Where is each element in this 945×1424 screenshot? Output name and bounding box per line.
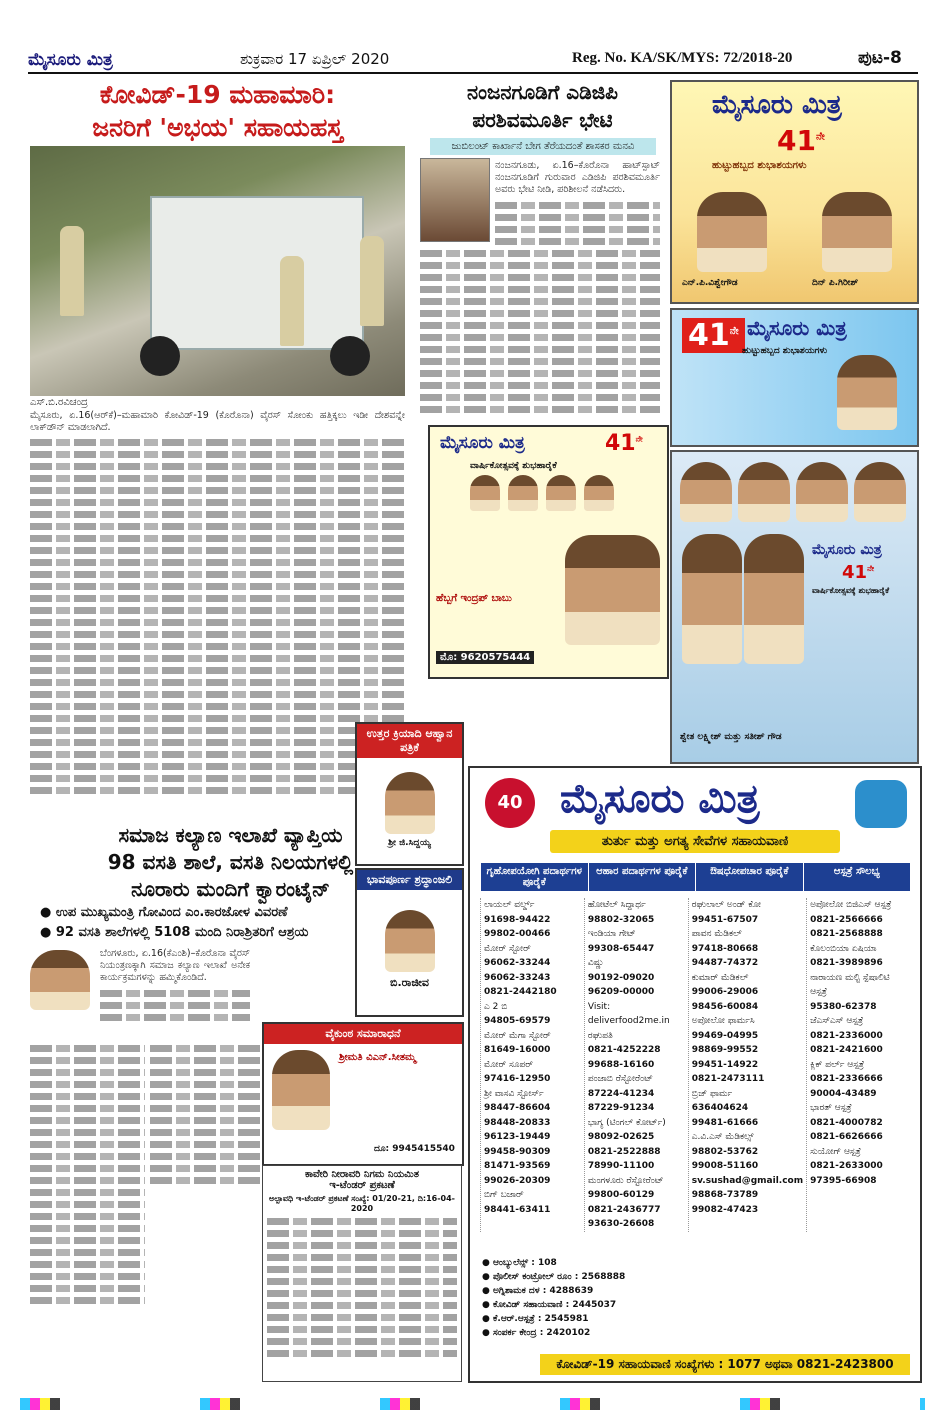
anniv-suffix: ನೇ <box>867 564 875 573</box>
helpline-entry: 98448-20833 <box>484 1117 551 1128</box>
helpline-entry: sv.sushad@gmail.com <box>691 1175 804 1186</box>
category-medicine: ಔಷಧೋಪಚಾರ ಪೂರೈಕೆ <box>695 863 803 891</box>
helpline-entry: 99451-14922 <box>691 1059 759 1070</box>
helpline-entry: 0821-2568888 <box>810 929 883 939</box>
story3-headline-line3: ನೂರಾರು ಮಂದಿಗೆ ಕ್ವಾರಂಟೈನ್ <box>131 877 330 901</box>
obituary-title: ಉತ್ತರ ಕ್ರಿಯಾದಿ ಆಹ್ವಾನ ಪತ್ರಿಕೆ <box>357 724 462 758</box>
helpline-entry: ಪಂಜಾಬಿ ರೆಸ್ಟೋರೆಂಟ್ <box>587 1074 653 1084</box>
helpline-footer: ಕೋವಿಡ್-19 ಸಹಾಯವಾಣಿ ಸಂಖ್ಯೆಗಳು : 1077 ಅಥವಾ 0821-2423800 <box>540 1354 910 1375</box>
story1-body <box>30 410 405 799</box>
person-photo <box>385 772 435 834</box>
story2-body-cont <box>420 245 660 418</box>
emergency-entry: ● ಕೋವಿಡ್ ಸಹಾಯವಾಣಿ : 2445037 <box>482 1300 617 1310</box>
helpline-entry: 99802-00466 <box>484 929 551 939</box>
helpline-entry: 87229-91234 <box>587 1103 655 1113</box>
story1-headline <box>30 78 405 144</box>
helpline-entry: 0821-2421600 <box>810 1045 883 1055</box>
helpline-entry: 96209-00000 <box>587 987 655 997</box>
story2-headline-line1: ನಂಜನಗೂಡಿಗೆ ಎಡಿಜಿಪಿ <box>466 80 618 104</box>
person-photo <box>680 462 732 522</box>
helpline-entry: 91698-94422 <box>484 914 551 925</box>
bullet-item: ● ಉಪ ಮುಖ್ಯಮಂತ್ರಿ ಗೋವಿಂದ ಎಂ.ಕಾರಜೋಳ ವಿವರಣೆ <box>40 905 288 920</box>
story1-headline-line2: ಜನರಿಗೆ 'ಅಭಯ' ಸಹಾಯಹಸ್ತ <box>92 113 343 142</box>
helpline-entry: ಹೋಟೆಲ್ ಸಿದ್ದಾರ್ಥ <box>587 900 646 910</box>
phone-icon <box>855 780 907 828</box>
badge-40: 40 <box>485 778 535 828</box>
helpline-ad <box>468 766 922 1383</box>
story2-body <box>495 160 660 250</box>
birthday-ad-1 <box>670 80 919 304</box>
person-photo <box>385 910 435 972</box>
helpline-entry: 97395-66908 <box>810 1175 877 1186</box>
story2-subhead: ಜುಬಿಲಂಟ್ ಕಾರ್ಖಾನೆ ಬೇಗ ತೆರೆಯದಂತೆ ಶಾಸಕರ ಮನವಿ <box>430 138 656 155</box>
obituary-name: ಶ್ರೀ ಜಿ.ಸಿದ್ದಯ್ಯ <box>388 838 431 848</box>
helpline-entry: 99458-90309 <box>484 1146 551 1157</box>
helpline-entry: 0821-4252228 <box>587 1045 661 1055</box>
anniv-number: 41 <box>688 318 730 353</box>
person-photo <box>738 462 790 522</box>
helpline-entry: 0821-2566666 <box>810 914 883 925</box>
ad1-right-name: ದಿನ್ ಪಿ.ಗಿರೀಶ್ <box>812 278 859 288</box>
mla-photo <box>420 158 490 242</box>
helpline-col-household <box>480 898 584 1232</box>
obituary-name: ಬಿ.ರಾಜೀವ <box>390 976 429 989</box>
helpline-entry: ಕ್ಲಿಕ್ ಪರ್ಲ್ ಆಸ್ಪತ್ರೆ <box>810 1059 865 1070</box>
helpline-entry: 93630-26608 <box>587 1219 655 1229</box>
helpline-entry: 98456-60084 <box>691 1001 759 1012</box>
anniv-badge <box>777 124 825 157</box>
helpline-entry: ವಿಷ್ಣು <box>587 958 604 968</box>
ad-mid-name: ಹೆಬ್ಬಗೆ ಇಂದ್ರಪ್ ಬಾಬು <box>436 593 512 604</box>
anniv-number: 41 <box>777 124 816 157</box>
helpline-entry: 97418-80668 <box>691 943 759 954</box>
helpline-entry: Visit: deliverfood2me.in <box>587 1001 670 1026</box>
helpline-entry: 99308-65447 <box>587 943 655 954</box>
helpline-entry: ಮೋರ್ ಸ್ಟೋರ್ <box>484 943 531 954</box>
helpline-entry: ರಘುಲಾಲ್ ಅಂಡ್ ಕೋ <box>691 900 761 910</box>
helpline-entry: 0821-2633000 <box>810 1161 883 1171</box>
helpline-entry: 98868-73789 <box>691 1190 759 1200</box>
helpline-entry: 99026-20309 <box>484 1175 551 1186</box>
article-text <box>30 439 405 794</box>
helpline-entry: 99481-61666 <box>691 1117 759 1128</box>
helpline-entry: ಶ್ರೀ ವಾಸವಿ ಸ್ಟೋರ್ಸ್ <box>484 1088 544 1099</box>
helpline-entry: 99006-29006 <box>691 987 759 997</box>
person-photo <box>682 534 742 664</box>
category-food: ಆಹಾರ ಪದಾರ್ಥಗಳ ಪೂರೈಕೆ <box>588 863 696 891</box>
helpline-entry: ಅಪೋಲೋ ಬಿಜಿಎಸ್ ಆಸ್ಪತ್ರೆ <box>810 900 892 910</box>
obituary-title: ಭಾವಪೂರ್ಣ ಶ್ರದ್ಧಾಂಜಲಿ <box>357 870 462 890</box>
category-hospital: ಆಸ್ಪತ್ರೆ ಸೌಲಭ್ಯ <box>803 863 911 891</box>
helpline-entry: ಬಿಗ್ ಬಜಾರ್ <box>484 1190 524 1200</box>
masthead-reg: Reg. No. KA/SK/MYS: 72/2018-20 <box>572 50 793 66</box>
masthead <box>0 0 945 70</box>
helpline-entry: 99688-16160 <box>587 1059 655 1070</box>
story3-headline-line2: 98 ವಸತಿ ಶಾಲೆ, ವಸತಿ ನಿಲಯಗಳಲ್ಲಿ <box>107 850 354 874</box>
helpline-entry: 99451-67507 <box>691 914 759 925</box>
helpline-entry: ಭಾಗ್ಯ (ಟಿಂಗಲ್ ಕೋರ್ಟ್) <box>587 1117 666 1128</box>
tender-subtitle: ಇ-ಟೆಂಡರ್ ಪ್ರಕಟಣೆ <box>329 1180 395 1191</box>
helpline-entry: 0821-4000782 <box>810 1117 883 1128</box>
helpline-col-hospital <box>806 898 910 1232</box>
wheel <box>330 336 370 376</box>
person-photo <box>470 475 500 511</box>
ad-wishes: ಹುಟ್ಟುಹಬ್ಬದ ಶುಭಾಶಯಗಳು <box>742 346 828 356</box>
helpline-entry: 99469-04995 <box>691 1030 759 1041</box>
helpline-entry: 0821-6626666 <box>810 1132 883 1142</box>
helpline-entry: 0821-2522888 <box>587 1146 661 1157</box>
obituary-phone: ದೂ: 9945415540 <box>374 1144 455 1154</box>
helpline-entry: 81649-16000 <box>484 1045 551 1055</box>
helpline-entry: ಮೋರ್ ಸೂಪರ್ <box>484 1059 533 1070</box>
helpline-entry: 98092-02625 <box>587 1132 655 1142</box>
helpline-entry: ಮೋರ್ ಮೆಗಾ ಸ್ಟೋರ್ <box>484 1030 551 1041</box>
anniv-badge <box>682 318 745 353</box>
story1-headline-line1: ಕೋವಿಡ್-19 ಮಹಾಮಾರಿ: <box>99 80 336 109</box>
masthead-rule <box>28 72 918 74</box>
story3-headline-line1: ಸಮಾಜ ಕಲ್ಯಾಣ ಇಲಾಖೆ ವ್ಯಾಪ್ತಿಯ <box>118 823 343 847</box>
emergency-entry: ● ಪೊಲೀಸ್ ಕಂಟ್ರೋಲ್ ರೂಂ : 2568888 <box>482 1272 626 1282</box>
helpline-entry: 97416-12950 <box>484 1074 551 1084</box>
anniversary-ad-3 <box>670 450 919 764</box>
helpline-entry: 98802-53762 <box>691 1146 759 1157</box>
tender-title: ಕಾವೇರಿ ನೀರಾವರಿ ನಿಗಮ ನಿಯಮಿತ <box>304 1169 420 1180</box>
helpline-entry: 96062-33244 <box>484 958 551 968</box>
tender-notice <box>262 1165 462 1382</box>
helpline-entry: ನಾರಾಯಣ ಮಲ್ಟಿ ಸ್ಪೆಷಾಲಿಟಿ ಆಸ್ಪತ್ರೆ <box>810 972 890 997</box>
helpline-entry: 94805-69579 <box>484 1016 551 1026</box>
story2-headline <box>425 78 660 134</box>
anniv-suffix: ನೇ <box>815 131 825 143</box>
ad-wishes: ಹುಟ್ಟುಹಬ್ಬದ ಶುಭಾಶಯಗಳು <box>712 160 807 171</box>
person-photo <box>546 475 576 511</box>
helpline-entry: 98441-63411 <box>484 1204 551 1215</box>
helpline-entry: 98869-99552 <box>691 1045 759 1055</box>
person-photo <box>565 535 660 645</box>
helpline-entry: 0821-2473111 <box>691 1074 765 1084</box>
wheel <box>140 336 180 376</box>
person-photo <box>822 192 892 272</box>
ad-brand-logo: ಮೈಸೂರು ಮಿತ್ರ <box>712 90 842 120</box>
story1-photo <box>30 146 405 396</box>
obituary-2 <box>355 868 464 1017</box>
ad1-left-name: ಎನ್.ಪಿ.ವಿಶ್ವೇಗೌಡ <box>682 278 738 288</box>
ad-wishes: ವಾರ್ಷಿಕೋತ್ಸವಕ್ಕೆ ಶುಭಹಾರೈಕೆ <box>812 586 890 595</box>
helpline-entry: ಸುಯೋಗ್ ಆಸ್ಪತ್ರೆ <box>810 1146 861 1157</box>
helpline-entry: ಕೊಲಂಬಿಯಾ ಏಷಿಯಾ <box>810 943 877 954</box>
emergency-entry: ● ಅಗ್ನಿಶಾಮಕ ದಳ : 4288639 <box>482 1286 594 1296</box>
story1-dateline: ಮೈಸೂರು, ಏ.16(ಆರ್‌ಕೆ)–ಮಹಾಮಾರಿ ಕೋವಿಡ್-19 (ಕೊರೊನಾ) ವೈರಸ್ ಸೋಂಕು ಹತ್ತಿಕ್ಕಲು ಇಡೀ ದೇಶವನ್ನೇ ಲಾಕ್‌ಡೌನ್ ಮಾಡಲಾಗಿದೆ. <box>30 410 405 434</box>
helpline-entry: 98802-32065 <box>587 914 655 925</box>
helpline-entry: ರಘುಪತಿ <box>587 1030 613 1041</box>
tender-ref: ಅಲ್ಪಾವಧಿ ಇ-ಟೆಂಡರ್ ಪ್ರಕಟಣೆ ಸಂಖ್ಯೆ: 01/20-21, ದಿ:16-04-2020 <box>269 1194 455 1213</box>
anniversary-ad-mid <box>428 425 669 679</box>
helpline-entry: ಕುಮಾರ್ ಮೆಡಿಕಲ್ <box>691 972 749 983</box>
story3-dateline: ಬೆಂಗಳೂರು, ಏ.16(ಕೆಎಂಶಿ)–ಕೊರೊನಾ ವೈರಸ್ ನಿಯಂತ್ರಣಕ್ಕಾಗಿ ಸಮಾಜ ಕಲ್ಯಾಣ ಇಲಾಖೆ ಅನೇಕ ಕಾರ್ಯಕ್ರಮಗಳನ್ನು ಹಮ್ಮಿಕೊಂಡಿದೆ. <box>100 948 250 984</box>
helpline-entry: 94487-74372 <box>691 958 759 968</box>
emergency-entry: ● ಸಂಪರ್ಕ ಕೇಂದ್ರ : 2420102 <box>482 1328 591 1338</box>
anniv-suffix: ನೇ <box>729 326 739 337</box>
emergency-entry: ● ಆಂಬ್ಯುಲೆನ್ಸ್ : 108 <box>482 1258 557 1268</box>
helpline-entry: ಲಾಯಲ್ ವರ್ಲ್ಡ್ <box>484 900 535 910</box>
helpline-columns <box>480 898 910 1232</box>
story3-body <box>30 948 250 1026</box>
helpline-entry: 95380-62378 <box>810 1001 877 1012</box>
helpline-logo: ಮೈಸೂರು ಮಿತ್ರ <box>560 776 760 822</box>
story3-body-col2 <box>150 1040 260 1189</box>
emergency-entry: ● ಕೆ.ಆರ್.ಆಸ್ಪತ್ರೆ : 2545981 <box>482 1314 589 1324</box>
ad-mid-phone: ಮೊ: 9620575444 <box>436 651 534 664</box>
category-household: ಗೃಹೋಪಯೋಗಿ ಪದಾರ್ಥಗಳ ಪೂರೈಕೆ <box>480 863 588 891</box>
helpline-categories <box>480 863 910 891</box>
person <box>60 226 84 316</box>
bullet-text: 92 ವಸತಿ ಶಾಲೆಗಳಲ್ಲಿ 5108 ಮಂದಿ ನಿರಾಶ್ರಿತರಿಗೆ ಆಶ್ರಯ <box>55 925 309 940</box>
photo-row <box>680 462 906 522</box>
helpline-entry: ಜೆಎಸ್‌ಎಸ್ ಆಸ್ಪತ್ರೆ <box>810 1016 864 1026</box>
bullet-text: ಉಪ ಮುಖ್ಯಮಂತ್ರಿ ಗೋವಿಂದ ಎಂ.ಕಾರಜೋಳ ವಿವರಣೆ <box>55 905 288 920</box>
ad-brand-logo: ಮೈಸೂರು ಮಿತ್ರ <box>812 542 882 558</box>
photo-row <box>470 475 614 511</box>
helpline-entry: ಎ.ವಿ.ಎಸ್ ಮೆಡಿಕಲ್ಸ್ <box>691 1132 754 1142</box>
helpline-entry: 0821-2442180 <box>484 987 557 997</box>
helpline-col-medicine <box>688 898 806 1232</box>
person-photo <box>272 1050 330 1130</box>
tender-body <box>263 1218 461 1357</box>
helpline-entry: ಮಂಗಳೂರು ರೆಸ್ಟೋರೆಂಟ್ <box>587 1175 664 1186</box>
helpline-entry: 96062-33243 <box>484 972 551 983</box>
helpline-entry: ಎ 2 ಬಿ <box>484 1001 508 1012</box>
person-photo <box>837 355 897 430</box>
obituary-title: ವೈಕುಂಠ ಸಮಾರಾಧನೆ <box>264 1024 462 1044</box>
person-photo <box>796 462 848 522</box>
vehicle <box>150 196 364 350</box>
story2-dateline: ನಂಜನಗೂಡು, ಏ.16–ಕೊರೊನಾ ಹಾಟ್‌ಸ್ಪಾಟ್ ನಂಜನಗೂಡಿಗೆ ಗುರುವಾರ ಎಡಿಜಿಪಿ ಪರಶಿವಮೂರ್ತಿ ಅವರು ಭೇಟಿ ನೀಡಿ, ಪರಿಶೀಲನೆ ನಡೆಸಿದರು. <box>495 160 660 196</box>
anniv-suffix: ನೇ <box>635 434 643 444</box>
helpline-entry: ಭಾರತ್ ಆಸ್ಪತ್ರೆ <box>810 1103 852 1113</box>
story3-body-col1 <box>30 1040 145 1309</box>
print-registration-strip <box>20 1398 925 1410</box>
page-number: ಪುಟ-8 <box>858 48 902 68</box>
person-photo <box>744 534 804 664</box>
helpline-entry: 87224-41234 <box>587 1088 655 1099</box>
masthead-date: ಶುಕ್ರವಾರ 17 ಏಪ್ರಿಲ್ 2020 <box>240 50 390 68</box>
masthead-brand: ಮೈಸೂರು ಮಿತ್ರ <box>28 50 113 70</box>
helpline-entry: 99082-47423 <box>691 1204 759 1215</box>
helpline-subtitle: ತುರ್ತು ಮತ್ತು ಅಗತ್ಯ ಸೇವೆಗಳ ಸಹಾಯವಾಣಿ <box>550 830 840 853</box>
person-photo <box>508 475 538 511</box>
person <box>360 236 384 326</box>
helpline-entry: 78990-11100 <box>587 1161 655 1171</box>
helpline-entry: ಬ್ರಿಜ್ ಫಾರ್ಮ <box>691 1088 733 1099</box>
anniv-badge <box>842 562 874 583</box>
photo-credit: ಎಸ್.ಬಿ.ರವಿಚಂದ್ರ <box>30 397 88 408</box>
helpline-entry: 0821-2436777 <box>587 1204 661 1215</box>
helpline-entry: ಪಾವನ ಮೆಡಿಕಲ್ <box>691 929 742 939</box>
helpline-entry: 99800-60129 <box>587 1190 655 1200</box>
helpline-entry: 96123-19449 <box>484 1132 551 1142</box>
person-photo <box>697 192 767 272</box>
person-photo <box>584 475 614 511</box>
helpline-col-food <box>584 898 688 1232</box>
helpline-entry: 0821-2336666 <box>810 1074 883 1084</box>
helpline-entry: ಅಪೋಲೋ ಫಾರ್ಮಸಿ <box>691 1016 755 1026</box>
ad-brand-logo: ಮೈಸೂರು ಮಿತ್ರ <box>747 316 847 340</box>
anniv-number: 41 <box>605 431 636 456</box>
emergency-list <box>482 1256 762 1340</box>
obituary-1 <box>355 722 464 866</box>
person <box>280 256 304 346</box>
bullet-item: ● 92 ವಸತಿ ಶಾಲೆಗಳಲ್ಲಿ 5108 ಮಂದಿ ನಿರಾಶ್ರಿತರಿಗೆ ಆಶ್ರಯ <box>40 925 309 940</box>
anniv-number: 41 <box>842 562 868 583</box>
birthday-ad-2 <box>670 308 919 447</box>
helpline-entry: 636404624 <box>691 1103 749 1113</box>
story3-bullets <box>40 903 308 943</box>
helpline-entry: 98447-86604 <box>484 1103 551 1113</box>
helpline-entry: ಇಂಡಿಯಾ ಗೇಟ್ <box>587 929 636 939</box>
obituary-name: ಶ್ರೀಮತಿ ವಿಎನ್.ಸೀತಮ್ಮ <box>339 1052 416 1063</box>
ad3-names: ಶ್ವೇತ ಲಕ್ಷ್ಮೀಶ್ ಮತ್ತು ಸತೀಶ್ ಗೌಡ <box>680 732 782 742</box>
story2-headline-line2: ಪರಶಿವಮೂರ್ತಿ ಭೇಟಿ <box>472 108 613 132</box>
helpline-entry: 0821-3989896 <box>810 958 883 968</box>
helpline-entry: 81471-93569 <box>484 1161 551 1171</box>
helpline-entry: 0821-2336000 <box>810 1030 883 1041</box>
anniv-badge <box>605 431 643 456</box>
helpline-entry: 90192-09020 <box>587 972 655 983</box>
ad-brand-logo: ಮೈಸೂರು ಮಿತ್ರ <box>440 433 525 453</box>
helpline-entry: 99008-51160 <box>691 1161 759 1171</box>
helpline-entry: 90004-43489 <box>810 1088 877 1099</box>
ad-wishes: ವಾರ್ಷಿಕೋತ್ಸವಕ್ಕೆ ಶುಭಹಾರೈಕೆ <box>470 461 557 471</box>
obituary-3 <box>262 1022 464 1166</box>
person-photo <box>854 462 906 522</box>
